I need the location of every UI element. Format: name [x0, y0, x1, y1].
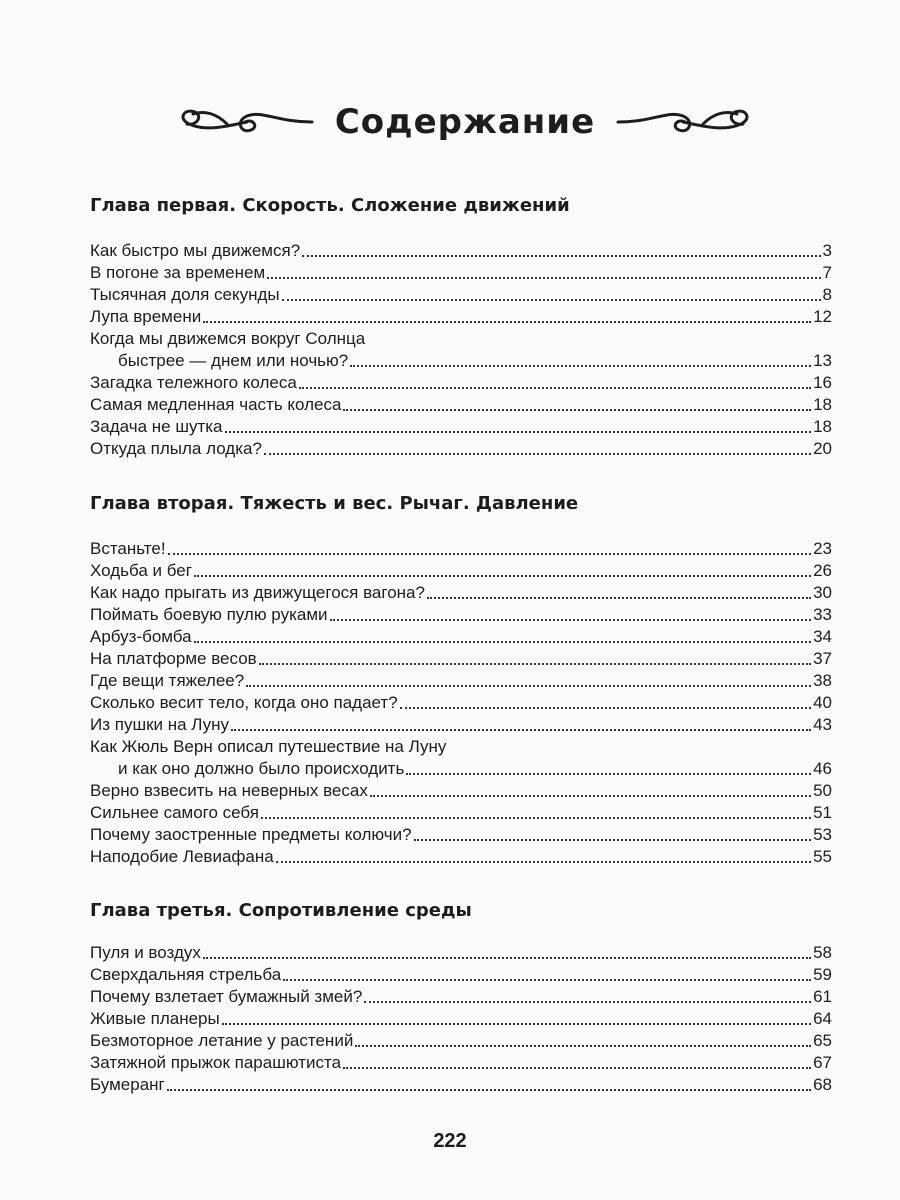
chapter-heading: Глава первая. Скорость. Сложение движений	[90, 195, 570, 216]
toc-entry[interactable]: На платформе весов 37	[90, 649, 832, 668]
toc-entry[interactable]: Откуда плыла лодка? 20	[90, 439, 832, 458]
toc-entry[interactable]: Встаньте! 23	[90, 539, 832, 558]
toc-entry[interactable]: Верно взвесить на неверных весах 50	[90, 781, 832, 800]
toc-entry[interactable]: Как надо прыгать из движущегося вагона? 30	[90, 583, 832, 602]
toc-entry[interactable]: Где вещи тяжелее? 38	[90, 671, 832, 690]
toc-entry[interactable]: Затяжной прыжок парашютиста 67	[90, 1053, 832, 1072]
toc-entry[interactable]: Пуля и воздух 58	[90, 943, 832, 962]
chapter-3-list	[90, 942, 832, 1096]
toc-entry[interactable]: Почему заостренные предметы колючи? 53	[90, 825, 832, 844]
toc-entry[interactable]: В погоне за временем 7	[90, 263, 832, 282]
right-flourish-icon	[613, 102, 763, 142]
chapter-2-list	[90, 538, 832, 868]
toc-entry[interactable]: Загадка тележного колеса 16	[90, 373, 832, 392]
left-flourish-icon	[167, 102, 317, 142]
toc-entry[interactable]: Лупа времени 12	[90, 307, 832, 326]
toc-entry[interactable]: Тысячная доля секунды 8	[90, 285, 832, 304]
toc-entry[interactable]: Сколько весит тело, когда оно падает? 40	[90, 693, 832, 712]
toc-entry[interactable]: Как быстро мы движемся? 3	[90, 241, 832, 260]
toc-entry[interactable]: Самая медленная часть колеса 18	[90, 395, 832, 414]
toc-entry[interactable]: Поймать боевую пулю руками 33	[90, 605, 832, 624]
toc-entry[interactable]: Живые планеры 64	[90, 1009, 832, 1028]
toc-entry[interactable]: Почему взлетает бумажный змей? 61	[90, 987, 832, 1006]
toc-entry[interactable]: Безмоторное летание у растений 65	[90, 1031, 832, 1050]
chapter-heading: Глава третья. Сопротивление среды	[90, 900, 472, 921]
chapter-1-list	[90, 240, 832, 460]
toc-entry[interactable]: Из пушки на Луну 43	[90, 715, 832, 734]
page-number: 222	[433, 1130, 467, 1152]
toc-entry[interactable]: Ходьба и бег 26	[90, 561, 832, 580]
toc-entry[interactable]: Бумеранг 68	[90, 1075, 832, 1094]
title-row	[140, 92, 790, 152]
toc-entry[interactable]: Арбуз-бомба 34	[90, 627, 832, 646]
chapter-heading: Глава вторая. Тяжесть и вес. Рычаг. Давление	[90, 493, 579, 514]
toc-entry[interactable]: Сверхдальняя стрельба 59	[90, 965, 832, 984]
page-title: Содержание	[334, 102, 596, 142]
toc-entry[interactable]: Сильнее самого себя 51	[90, 803, 832, 822]
toc-entry[interactable]: Когда мы движемся вокруг Солнца быстрее — днем или ночью? 13	[90, 329, 832, 370]
toc-entry[interactable]: Задача не шутка 18	[90, 417, 832, 436]
toc-entry[interactable]: Как Жюль Верн описал путешествие на Луну и как оно должно было происходить 46	[90, 737, 832, 778]
toc-entry[interactable]: Наподобие Левиафана 55	[90, 847, 832, 866]
